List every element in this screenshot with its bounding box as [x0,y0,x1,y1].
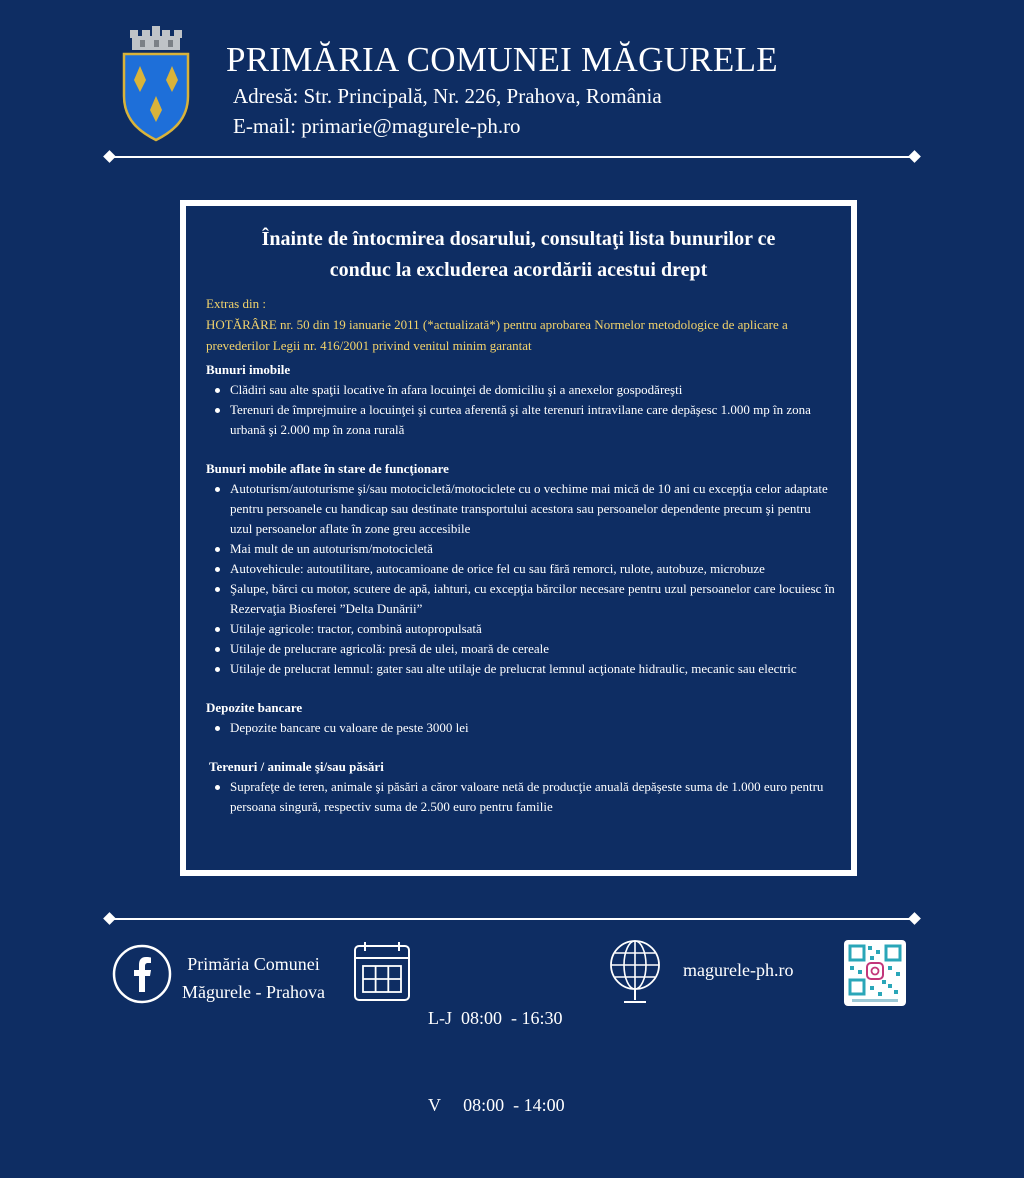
facebook-icon[interactable] [112,944,172,1004]
list-item: Utilaje de prelucrat lemnul: gater sau alte utilaje de prelucrat lemnul acţionate hidraulic, mecanic sau electric [206,659,835,679]
hours-line1: L-J 08:00 - 16:30 [428,1008,563,1028]
email-line: E-mail: primarie@magurele-ph.ro [233,114,521,138]
list-item: Mai mult de un autoturism/motocicletă [206,539,835,559]
list-item: Utilaje de prelucrare agricolă: presă de ulei, moară de cereale [206,639,835,659]
section-land-animals [206,757,835,817]
top-divider [104,150,920,164]
notice-box [180,200,857,876]
section-heading: Terenuri / animale şi/sau păsări [206,759,384,774]
section-heading: Bunuri mobile aflate în stare de funcţionare [206,461,449,476]
notice-title-line2: conduc la excluderea acordării acestui drept [329,259,708,281]
website-link[interactable]: magurele-ph.ro [683,960,794,980]
qr-code-icon[interactable] [844,940,906,1006]
section-movable-goods [206,459,835,679]
footer [0,930,1024,1115]
section-heading: Depozite bancare [206,700,303,715]
notice-title-line1: Înainte de întocmirea dosarului, consultaţi lista bunurilor ce [261,228,776,250]
list-item: Şalupe, bărci cu motor, scutere de apă, iahturi, cu excepţia bărcilor necesare pentru uzul persoanelor care locuiesc în Rezervaţia Biosferei ”Delta Dunării” [206,579,835,619]
notice-title [206,224,831,286]
coat-of-arms-icon [120,26,192,142]
legal-extract [206,293,835,356]
facebook-line1: Primăria Comunei [187,954,320,974]
list-item: Autovehicule: autoutilitare, autocamioane de orice fel cu sau fără remorci, rulote, autobuze, microbuze [206,559,835,579]
calendar-icon [353,942,411,1002]
header [0,0,1024,150]
office-hours [428,946,565,1178]
extract-text: HOTĂRÂRE nr. 50 din 19 ianuarie 2011 (*actualizată*) pentru aprobarea Normelor metodologice de aplicare a prevederilor Legii nr. 416/2001 privind venitul minim garantat [206,317,788,353]
address-line: Adresă: Str. Principală, Nr. 226, Prahova, România [233,84,662,108]
page-title: PRIMĂRIA COMUNEI MĂGURELE [226,40,778,79]
bottom-divider [104,912,920,926]
list-item: Utilaje agricole: tractor, combină autopropulsată [206,619,835,639]
extract-label: Extras din : [206,296,266,311]
globe-icon [606,938,664,1008]
list-item: Suprafeţe de teren, animale şi păsări a căror valoare netă de producţie anuală depăşeste suma de 1.000 euro pentru persoana singură, respectiv suma de 2.500 euro pentru familie [206,777,835,817]
list-item: Terenuri de împrejmuire a locuinţei şi curtea aferentă şi alte terenuri intravilane care depăşesc 1.000 mp în zona urbană şi 2.000 mp în zona rurală [206,400,835,440]
list-item: Clădiri sau alte spaţii locative în afara locuinţei de domiciliu şi a anexelor gospodăreşti [206,380,835,400]
asset-list [206,360,835,836]
facebook-page-link[interactable] [182,950,325,1006]
list-item: Depozite bancare cu valoare de peste 3000 lei [206,718,835,738]
section-heading: Bunuri imobile [206,362,291,377]
list-item: Autoturism/autoturisme şi/sau motocicletă/motociclete cu o vechime mai mică de 10 ani cu excepţia celor adaptate pentru persoanele cu handicap sau destinate transportului acestora sau persoanelor dependente precum şi pentru uzul persoanelor aflate în zone greu accesibile [206,479,835,539]
facebook-line2: Măgurele - Prahova [182,982,325,1002]
section-real-estate [206,360,835,440]
section-bank-deposits [206,698,835,738]
hours-line2: V 08:00 - 14:00 [428,1095,565,1115]
